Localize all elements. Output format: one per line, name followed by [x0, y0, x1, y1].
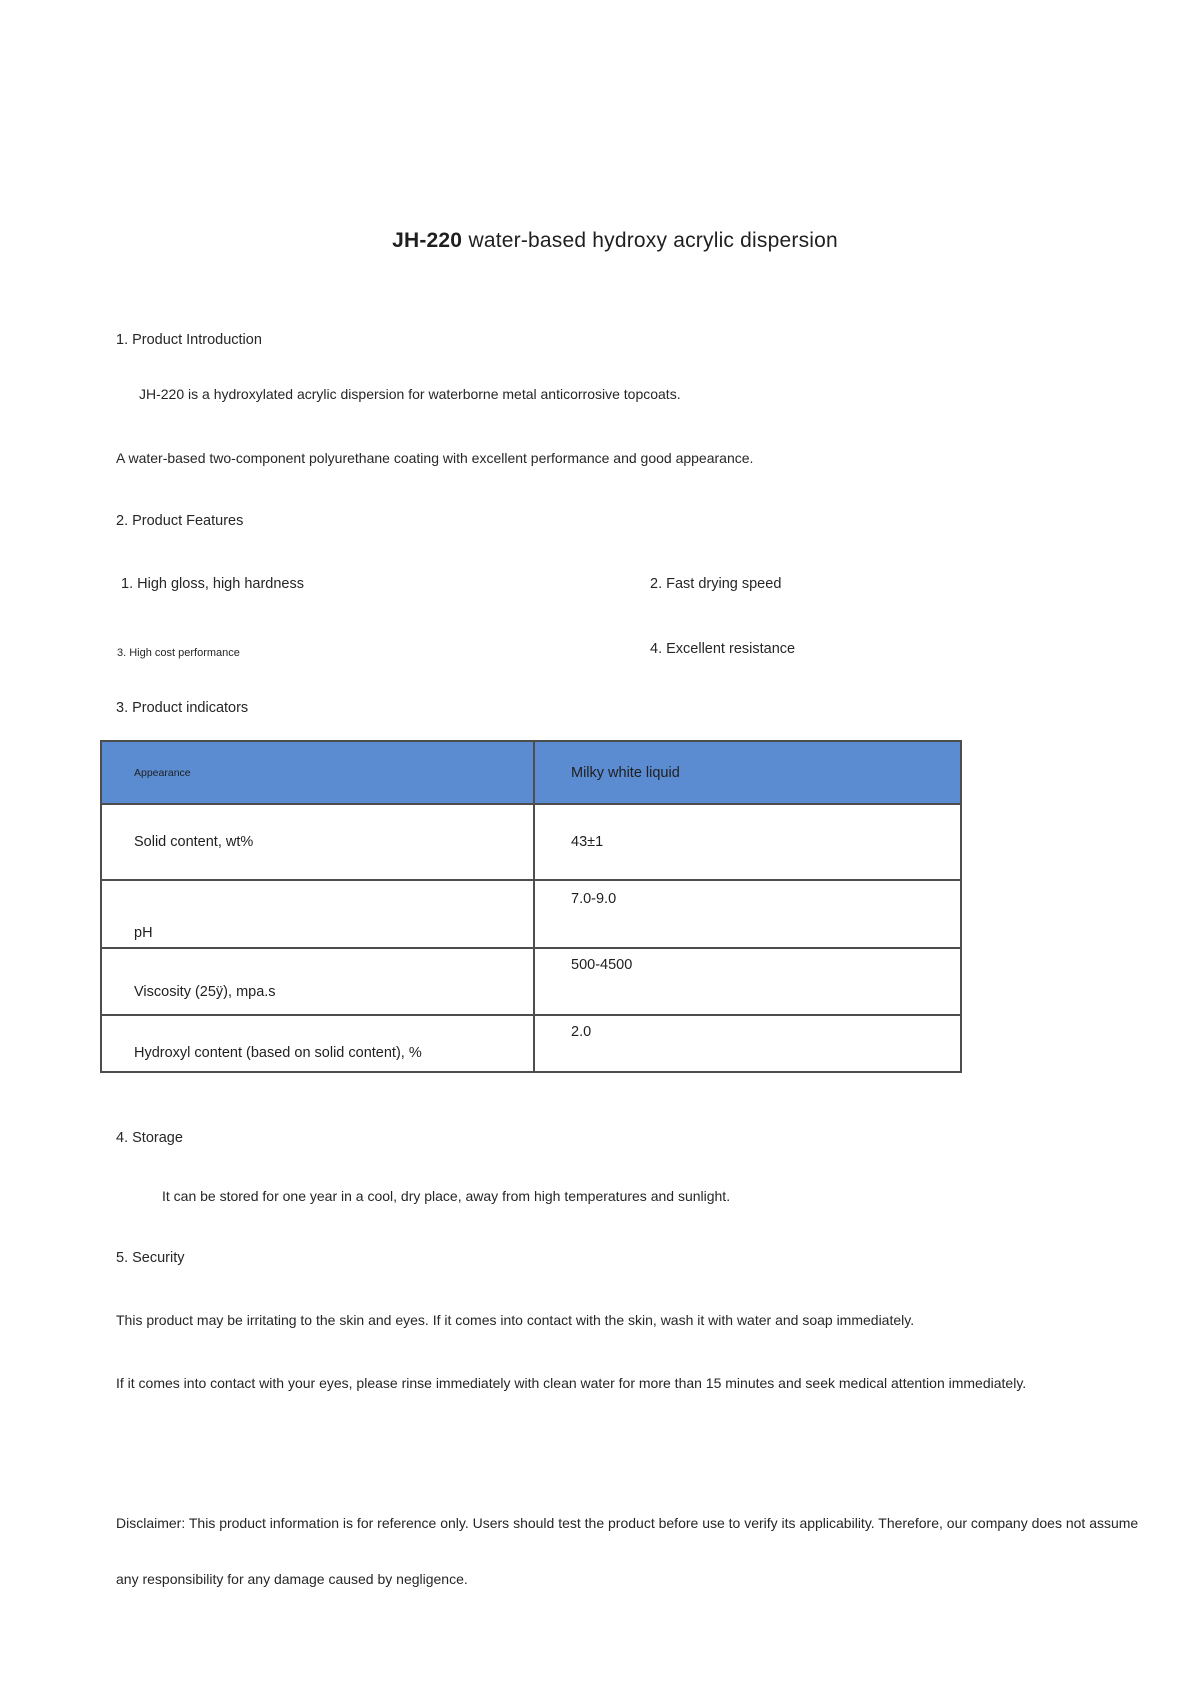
feature-item-1: 1. High gloss, high hardness: [121, 576, 304, 592]
section-4-heading: 4. Storage: [116, 1130, 183, 1146]
table-row: [102, 803, 960, 879]
section-3-heading: 3. Product indicators: [116, 700, 249, 716]
storage-paragraph: It can be stored for one year in a cool, dry place, away from high temperatures and sunlight.: [162, 1188, 731, 1204]
feature-item-2: 2. Fast drying speed: [650, 576, 782, 592]
section-2-heading: 2. Product Features: [116, 513, 244, 529]
property-cell: Viscosity (25ÿ), mpa.s: [134, 984, 276, 1000]
section-1-heading: 1. Product Introduction: [116, 332, 262, 348]
title-text: water-based hydroxy acrylic dispersion: [468, 229, 838, 252]
value-cell: 2.0: [533, 1016, 960, 1071]
property-cell: pH: [134, 925, 153, 941]
table-row: [102, 879, 960, 947]
security-paragraph-2: If it comes into contact with your eyes, please rinse immediately with clean water for more than 15 minutes and seek medical attention immediately.: [116, 1375, 1027, 1391]
value-cell: 7.0-9.0: [533, 881, 960, 947]
feature-item-4: 4. Excellent resistance: [650, 641, 796, 657]
value-cell: 43±1: [533, 805, 960, 879]
intro-paragraph-2: A water-based two-component polyurethane coating with excellent performance and good appearance.: [116, 450, 754, 466]
value-cell: 500-4500: [533, 949, 960, 1014]
intro-paragraph-1: JH-220 is a hydroxylated acrylic dispersion for waterborne metal anticorrosive topcoats.: [139, 386, 681, 402]
document-title: [30, 229, 1200, 253]
property-cell: Appearance: [134, 766, 191, 779]
table-row: [102, 1014, 960, 1071]
property-cell: Hydroxyl content (based on solid content), %: [134, 1045, 422, 1061]
disclaimer-paragraph: Disclaimer: This product information is for reference only. Users should test the product before use to verify its applicability. Therefore, our company does not assume any responsibility for any damage caused by negligence.: [116, 1515, 1139, 1587]
table-header-row: [102, 742, 960, 803]
table-row: [102, 947, 960, 1014]
title-product-code: JH-220: [392, 229, 463, 252]
feature-item-3: 3. High cost performance: [117, 647, 240, 659]
section-5-heading: 5. Security: [116, 1250, 185, 1266]
security-paragraph-1: This product may be irritating to the skin and eyes. If it comes into contact with the skin, wash it with water and soap immediately.: [116, 1312, 915, 1328]
product-indicators-table: [100, 740, 962, 1073]
value-cell: Milky white liquid: [533, 742, 960, 803]
property-cell: Solid content, wt%: [134, 834, 254, 850]
